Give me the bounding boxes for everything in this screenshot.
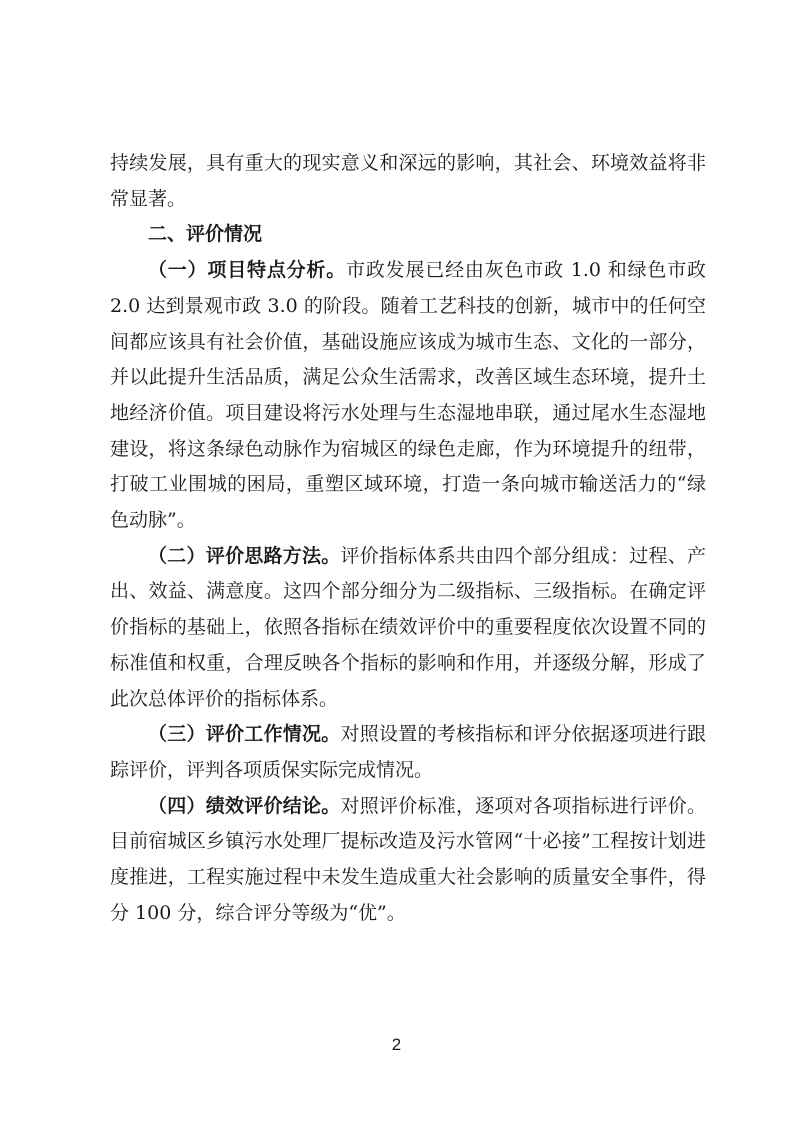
paragraph-text: 对照评价标准，逐项对各项指标进行评价。目前宿城区乡镇污水处理厂提标改造及污水管网“十必接”工程按计划进度推进，工程实施过程中未发生造成重大社会影响的质量安全事件，得分 100 分，综合评分等级为“优”。 <box>110 794 706 924</box>
paragraph-text: 对照设置的考核指标和评分依据逐项进行跟踪评价，评判各项质保实际完成情况。 <box>110 723 706 781</box>
section-heading: 二、评价情况 <box>148 223 263 246</box>
paragraph-evaluation-method <box>110 539 706 718</box>
body-text <box>110 146 706 931</box>
paragraph-lead: （四）绩效评价结论。 <box>148 794 341 817</box>
paragraph-text: 市政发展已经由灰色市政 1.0 和绿色市政 2.0 达到景观市政 3.0 的阶段。随着工艺科技的创新，城市中的任何空间都应该具有社会价值，基础设施应该成为城市生态、文化的一部分，并以此提升生活品质，满足公众生活需求，改善区域生态环境，提升土地经济价值。项目建设将污水处理与生态湿地串联，通过尾水生态湿地建设，将这条绿色动脉作为宿城区的绿色走廊，作为环境提升的纽带，打破工业围城的困局，重塑区域环境，打造一条向城市输送活力的“绿色动脉”。 <box>110 259 706 532</box>
paragraph-project-features <box>110 253 706 539</box>
paragraph-evaluation-conclusion <box>110 789 706 932</box>
paragraph-text: 评价指标体系共由四个部分组成：过程、产出、效益、满意度。这四个部分细分为二级指标、三级指标。在确定评价指标的基础上，依照各指标在绩效评价中的重要程度依次设置不同的标准值和权重，合理反映各个指标的影响和作用，并逐级分解，形成了此次总体评价的指标体系。 <box>110 544 706 710</box>
page-number: 2 <box>391 1035 402 1054</box>
continuation-paragraph: 持续发展，具有重大的现实意义和深远的影响，其社会、环境效益将非常显著。 <box>110 152 706 210</box>
paragraph-lead: （三）评价工作情况。 <box>148 723 341 746</box>
paragraph-evaluation-work <box>110 717 706 788</box>
paragraph-lead: （一）项目特点分析。 <box>148 259 347 282</box>
paragraph-lead: （二）评价思路方法。 <box>148 544 341 567</box>
